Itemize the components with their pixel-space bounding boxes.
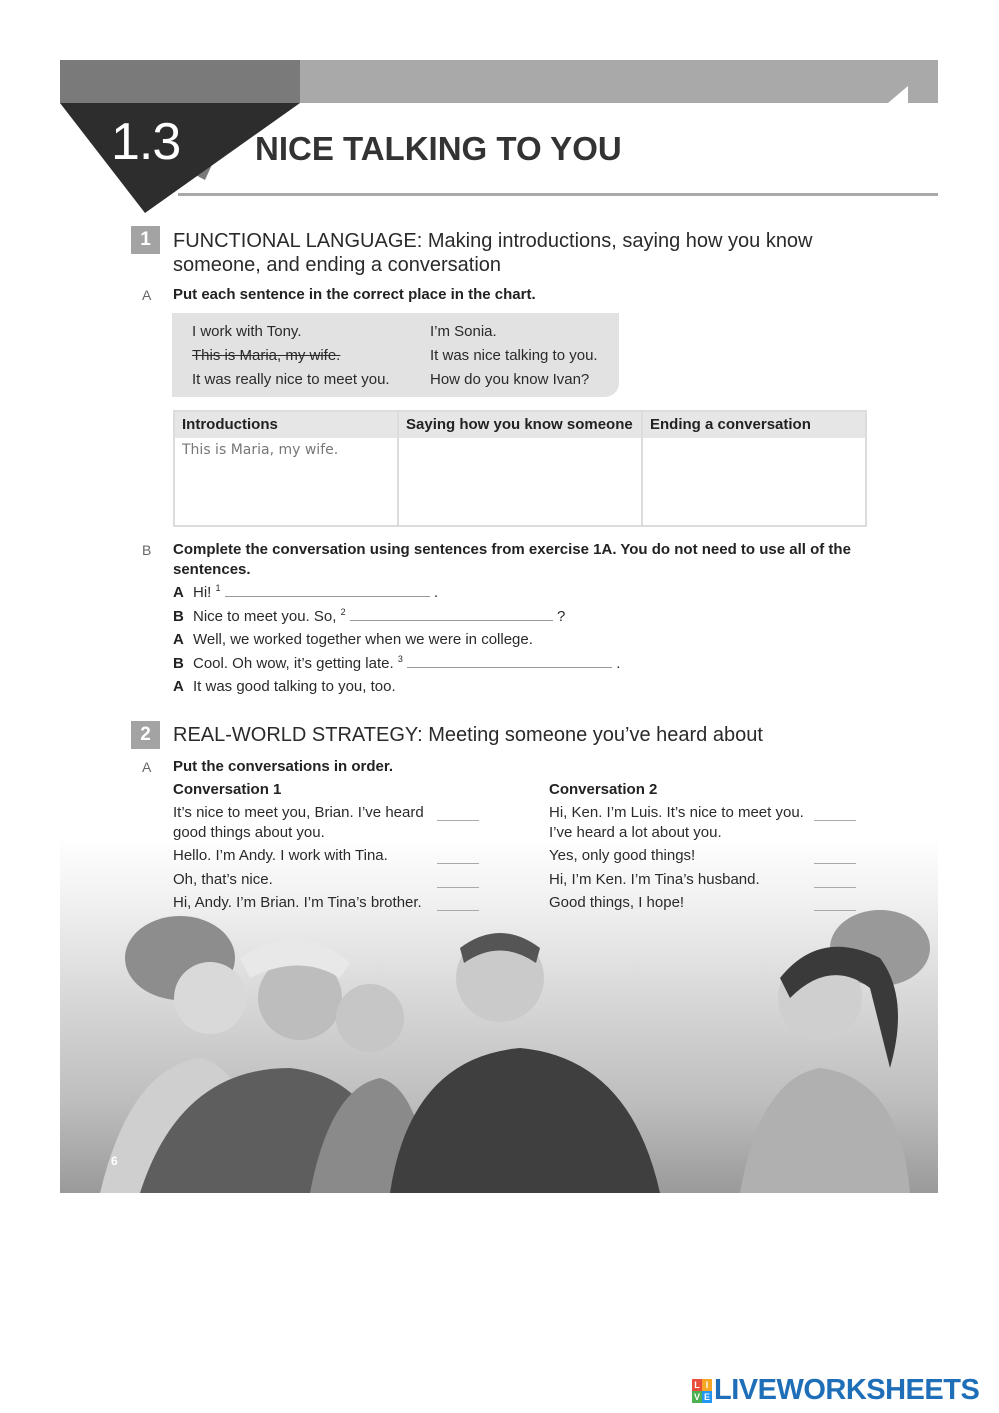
liveworksheets-logo[interactable] <box>692 1374 979 1407</box>
conv1-order-blank-3[interactable] <box>437 887 479 888</box>
dialogue-line-3: A Well, we worked together when we were in college. <box>173 631 533 648</box>
section-2-instruction: Put the conversations in order. <box>173 758 394 775</box>
sort-chart <box>173 410 867 527</box>
chart-example-answer: This is Maria, my wife. <box>182 442 339 458</box>
conv1-line: good things about you. <box>173 824 325 841</box>
conv1-line: Oh, that’s nice. <box>173 871 273 888</box>
section-2-title: REAL-WORLD STRATEGY: Meeting someone you’ve heard about <box>173 724 763 746</box>
word-box-item: I’m Sonia. <box>430 323 497 340</box>
conv1-line: It’s nice to meet you, Brian. I’ve heard <box>173 804 424 821</box>
conversation-1-heading: Conversation 1 <box>173 781 282 798</box>
conv2-order-blank-4[interactable] <box>814 910 856 911</box>
part-b-letter: B <box>142 542 152 558</box>
word-box-item: I work with Tony. <box>192 323 302 340</box>
answer-blank-3[interactable] <box>407 654 612 668</box>
dialogue-line-4: B Cool. Oh wow, it’s getting late. $^3$ . <box>173 654 621 672</box>
chart-header-how-you-know: Saying how you know someone <box>399 412 643 438</box>
section-1-title-line2: someone, and ending a conversation <box>173 254 502 276</box>
dialogue-line-2: B Nice to meet you. So, $^2$ ? <box>173 607 566 625</box>
section-1-title-line1: FUNCTIONAL LANGUAGE: Making introductions, saying how you know <box>173 230 813 252</box>
part-a-letter: A <box>142 287 152 303</box>
conv1-order-blank-1[interactable] <box>437 820 479 821</box>
title-rule <box>178 193 938 196</box>
section-1-number: 1 <box>131 226 160 254</box>
dialogue-line-5: A It was good talking to you, too. <box>173 678 396 695</box>
conv2-line: Hi, Ken. I’m Luis. It’s nice to meet you. <box>549 804 804 821</box>
conv2-line: I’ve heard a lot about you. <box>549 824 722 841</box>
conv2-line: Good things, I hope! <box>549 894 685 911</box>
people-illustration <box>60 838 938 1193</box>
lesson-number: 1.3 <box>111 113 181 171</box>
word-box-item-crossed: This is Maria, my wife. <box>192 347 341 364</box>
conv1-order-blank-2[interactable] <box>437 863 479 864</box>
logo-text: LIVEWORKSHEETS <box>714 1374 980 1406</box>
answer-blank-1[interactable] <box>225 583 430 597</box>
part-b-instruction-line2: sentences. <box>173 561 251 578</box>
conversation-2-heading: Conversation 2 <box>549 781 658 798</box>
answer-blank-2[interactable] <box>350 607 553 621</box>
word-box-item: It was nice talking to you. <box>430 347 598 364</box>
conv1-order-blank-4[interactable] <box>437 910 479 911</box>
conv1-line: Hello. I’m Andy. I work with Tina. <box>173 847 388 864</box>
page-number: 6 <box>111 1154 118 1168</box>
chart-cell-ending[interactable] <box>645 442 865 526</box>
chart-cell-introductions[interactable] <box>175 442 395 526</box>
conv1-line: Hi, Andy. I’m Brian. I’m Tina’s brother. <box>173 894 422 911</box>
word-box-item: It was really nice to meet you. <box>192 371 390 388</box>
conv2-order-blank-2[interactable] <box>814 863 856 864</box>
conv2-line: Yes, only good things! <box>549 847 696 864</box>
word-box <box>172 313 619 397</box>
conv2-order-blank-3[interactable] <box>814 887 856 888</box>
chart-header-ending: Ending a conversation <box>643 412 865 438</box>
header-cut <box>888 86 908 103</box>
part-b-instruction-line1: Complete the conversation using sentences from exercise 1A. You do not need to use all of the <box>173 541 851 558</box>
section-2-part-a-letter: A <box>142 759 152 775</box>
section-2-number: 2 <box>131 721 160 749</box>
lesson-title: NICE TALKING TO YOU <box>255 130 622 167</box>
word-box-item: How do you know Ivan? <box>430 371 590 388</box>
conv2-order-blank-1[interactable] <box>814 820 856 821</box>
group-photo <box>60 838 938 1193</box>
chart-header-introductions: Introductions <box>175 412 399 438</box>
logo-mark-icon: L I V E <box>693 1379 710 1402</box>
chart-cell-how-you-know[interactable] <box>401 442 639 526</box>
dialogue-line-1: A Hi! $^1$ . <box>173 583 439 601</box>
part-a-instruction: Put each sentence in the correct place in the chart. <box>173 286 536 303</box>
conv2-line: Hi, I’m Ken. I’m Tina’s husband. <box>549 871 760 888</box>
